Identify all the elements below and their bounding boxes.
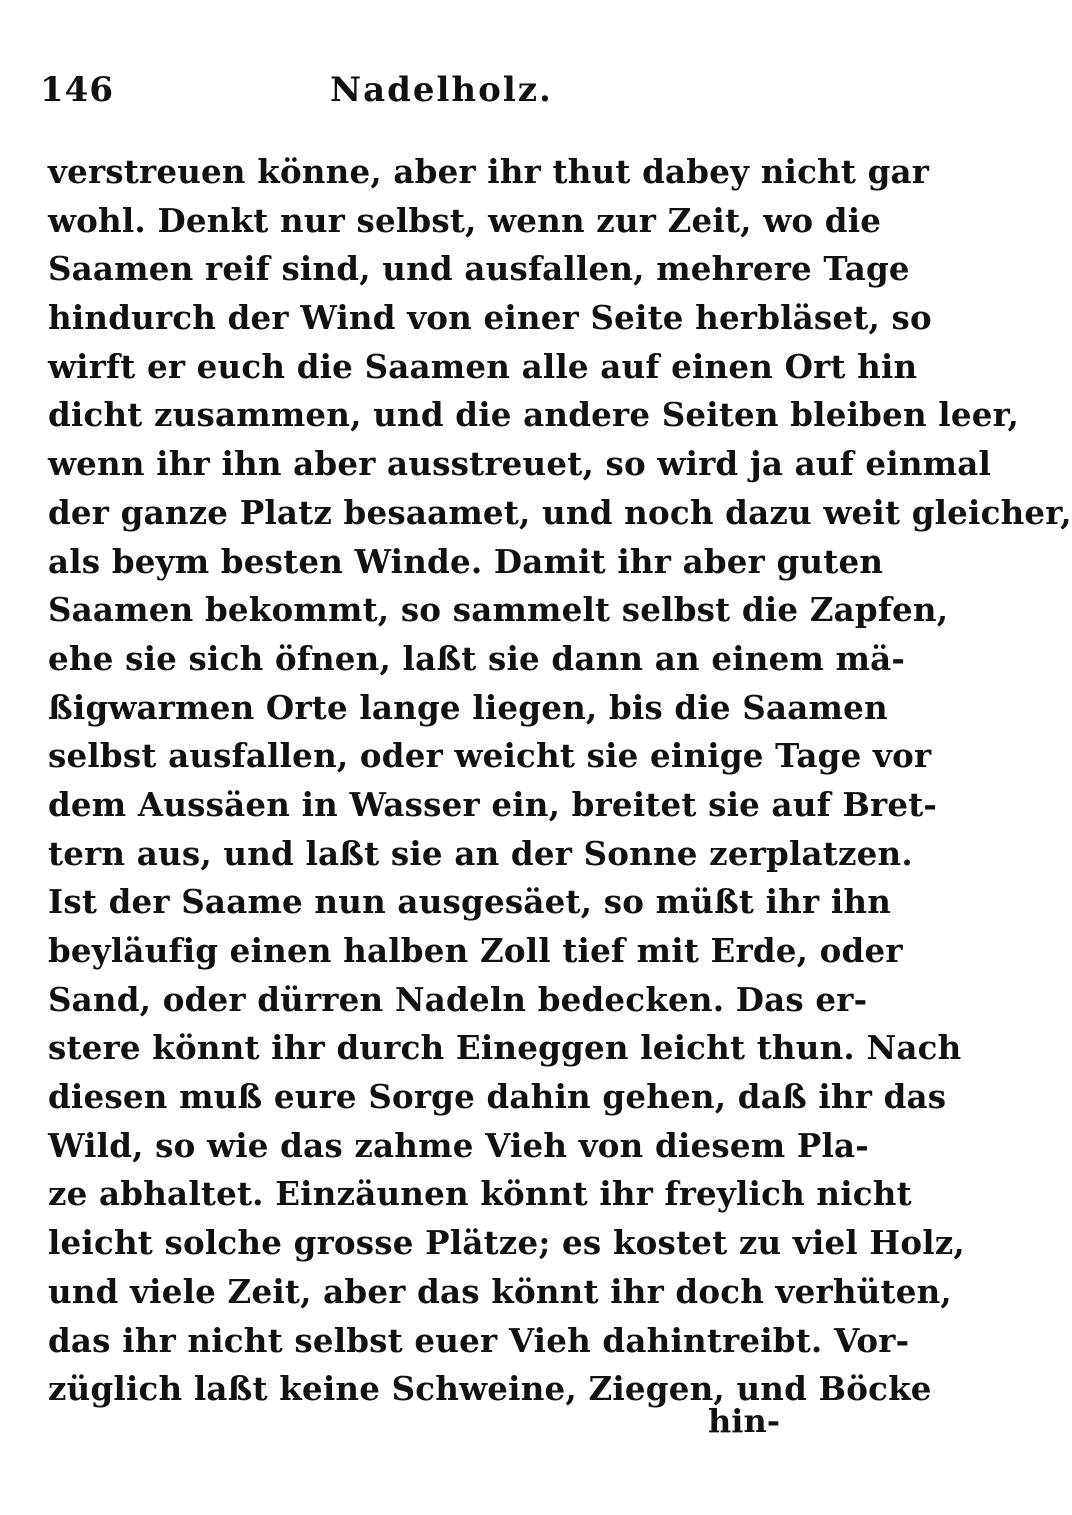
text-line: dem Aussäen in Wasser ein, breitet sie auf Bret- (48, 784, 938, 824)
text-line: tern aus, und laßt sie an der Sonne zerplatzen. (48, 833, 913, 873)
text-line: verstreuen könne, aber ihr thut dabey nicht gar (48, 152, 930, 191)
text-line: ehe sie sich öfnen, laßt sie dann an einem mä- (48, 638, 906, 678)
text-line: beyläufig einen halben Zoll tief mit Erde, oder (48, 931, 903, 970)
text-line: Wild, so wie das zahme Vieh von diesem Pla- (48, 1125, 869, 1165)
text-line: wenn ihr ihn aber ausstreuet, so wird ja auf einmal (48, 444, 992, 484)
text-line: züglich laßt keine Schweine, Ziegen, und Böcke (48, 1369, 932, 1409)
text-line: Ist der Saame nun ausgesäet, so müßt ihr ihn (48, 882, 892, 922)
text-line: ßigwarmen Orte lange liegen, bis die Saamen (48, 687, 888, 727)
text-line: selbst ausfallen, oder weicht sie einige Tage vor (48, 736, 932, 776)
text-line: und viele Zeit, aber das könnt ihr doch verhüten, (48, 1271, 952, 1311)
text-line: wirft er euch die Saamen alle auf einen Ort hin (48, 346, 918, 386)
text-line: Saamen bekommt, so sammelt selbst die Zapfen, (48, 590, 949, 630)
text-line: Saamen reif sind, und ausfallen, mehrere Tage (48, 249, 910, 289)
text-line: hindurch der Wind von einer Seite herbläset, so (48, 298, 932, 338)
text-line: diesen muß eure Sorge dahin gehen, daß ihr das (48, 1077, 947, 1117)
text-line: wohl. Denkt nur selbst, wenn zur Zeit, wo die (48, 200, 882, 240)
page-header (40, 70, 800, 120)
text-line: leicht solche grosse Plätze; es kostet zu viel Holz, (48, 1223, 965, 1263)
page-number: 146 (40, 70, 114, 110)
catchword: hin- (708, 1402, 780, 1440)
body-text (48, 148, 1072, 1414)
text-line: das ihr nicht selbst euer Vieh dahintreibt. Vor- (48, 1320, 910, 1360)
text-line: als beym besten Winde. Damit ihr aber guten (48, 541, 884, 581)
text-line: dicht zusammen, und die andere Seiten bleiben leer, (48, 395, 1020, 435)
text-line: Sand, oder dürren Nadeln bedecken. Das er- (48, 979, 868, 1019)
text-line: ze abhaltet. Einzäunen könnt ihr freylich nicht (48, 1174, 912, 1214)
text-line: stere könnt ihr durch Eineggen leicht thun. Nach (48, 1028, 962, 1068)
text-line: der ganze Platz besaamet, und noch dazu weit gleicher, (48, 492, 1072, 532)
running-head: Nadelholz. (330, 70, 553, 110)
